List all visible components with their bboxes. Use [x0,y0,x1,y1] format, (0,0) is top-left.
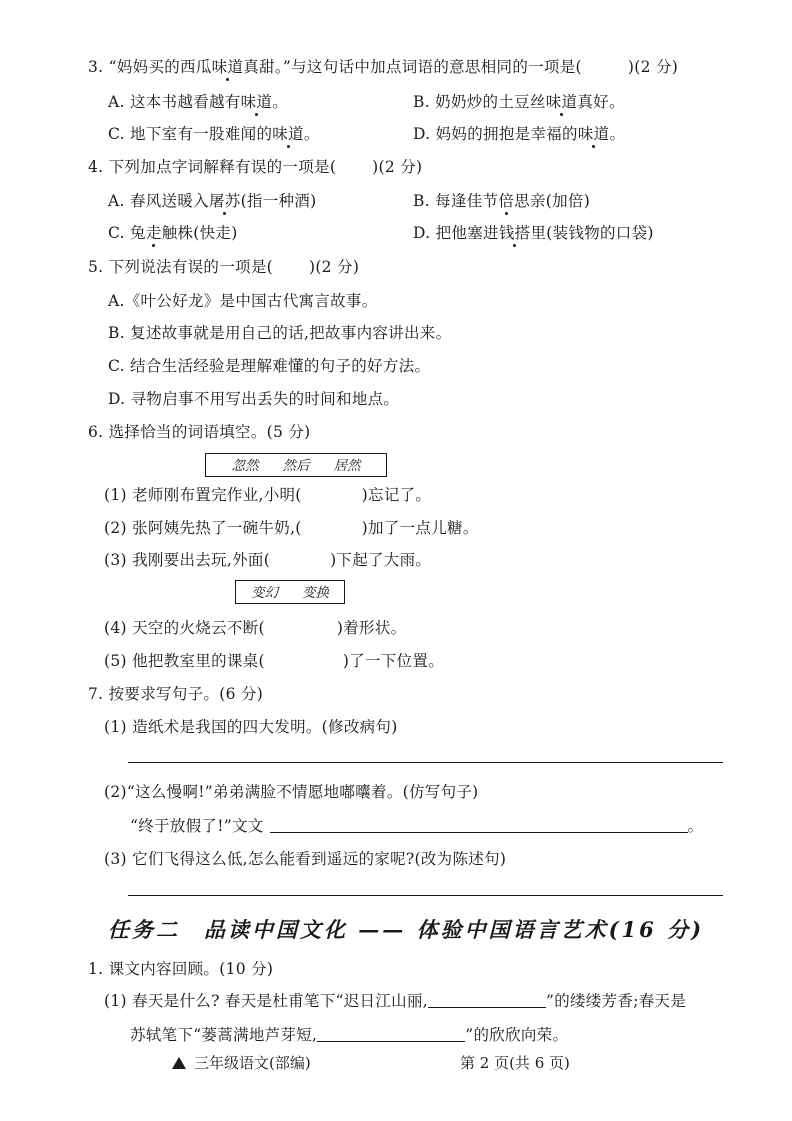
s2q1-line-1 [104,990,686,1012]
section-title: 任务二 品读中国文化 —— 体验中国语言艺术(16 分) [108,917,705,942]
s2q1-l1-text: (1) 春天是什么? 春天是杜甫笔下“迟日江山丽, [104,992,428,1010]
word-option: 居然 [333,458,361,474]
q4-b-text: B. 每逢佳节 [413,192,499,210]
q5-stem-text: 5. 下列说法有误的一项是( [88,258,273,276]
q7-fill-prefix: “终于放假了!”文文 [130,817,264,835]
q3-a-text: A. 这本书越看越有 [108,93,241,111]
q6-sentence-3 [104,549,431,571]
q3-option-b[interactable] [413,91,625,113]
q7-answer-line-3[interactable] [128,895,723,896]
q3-option-c[interactable] [108,123,320,145]
q4-a-dot: 屠苏 [208,192,241,210]
q5-option-c[interactable]: C. 结合生活经验是理解难懂的句子的好方法。 [108,357,431,375]
q6-stem: 6. 选择恰当的词语填空。(5 分) [88,423,311,441]
q4-a-text: A. 春风送暖入 [108,192,209,210]
q3-option-d[interactable] [413,123,625,145]
footer-left [172,1052,311,1073]
q3-b-text: B. 奶奶炒的土豆丝 [413,93,546,111]
word-option: 变幻 [251,585,278,601]
q4-score: )(2 分) [372,158,423,176]
q3-d-end: 。 [609,125,626,143]
q3-stem-text: 3. “妈妈买的西瓜 [88,58,212,76]
q6-s3-text: (3) 我刚要出去玩,外面( [104,551,271,569]
s2q1-l1-end: ”的缕缕芳香;春天是 [545,992,687,1010]
word-option: 忽然 [231,458,259,474]
q4-b-end: 思亲(加倍) [514,192,591,210]
q6-word-box-2 [235,580,345,604]
s2q1-blank-2[interactable] [317,1041,465,1042]
q4-stem-text: 4. 下列加点字词解释有误的一项是( [88,158,337,176]
q6-s4-text: (4) 天空的火烧云不断( [104,619,265,637]
q7-item-2-fill [130,815,703,837]
q4-d-text: D. 把他塞进 [413,224,499,242]
q4-option-b[interactable] [413,190,590,212]
q4-a-end: (指一种酒) [240,192,317,210]
q4-c-text: C. 兔 [108,224,146,242]
q6-word-box-1 [205,453,387,477]
q7-fill-end: 。 [687,817,704,835]
q6-s4-end: )着形状。 [336,619,407,637]
q5-stem [88,256,359,278]
q6-s5-end: )了一下位置。 [342,652,444,670]
q4-option-c[interactable] [108,222,238,244]
q6-s1-text: (1) 老师刚布置完作业,小明( [104,486,302,504]
q4-option-d[interactable] [413,222,654,244]
q3-c-text: C. 地下室有一股难闻的 [108,125,273,143]
q6-s2-end: )加了一点儿糖。 [361,519,479,537]
q6-sentence-5 [104,650,444,672]
q3-b-dot: 味道 [545,93,578,111]
s2q1-l2-text: 苏轼笔下“蒌蒿满地芦芽短, [130,1026,318,1044]
q3-c-dot: 味道 [272,125,304,143]
q3-a-dot: 味道 [240,93,273,111]
q4-option-a[interactable] [108,190,316,212]
s2q1-blank-1[interactable] [428,1007,546,1008]
s2q1-stem: 1. 课文内容回顾。(10 分) [88,960,274,978]
s2q1-line-2 [130,1024,568,1046]
q6-sentence-1 [104,484,431,506]
q6-sentence-2 [104,517,479,539]
q3-dotted-word: 味道 [211,58,244,76]
q4-d-dot: 钱搭 [498,224,531,242]
footer-subject: 三年级语文(部编) [194,1054,311,1072]
q6-s3-end: )下起了大雨。 [330,551,432,569]
s2q1-l2-end: ”的欣欣向荣。 [465,1026,569,1044]
q3-d-dot: 味道 [577,125,610,143]
q7-item-2: (2)“这么慢啊!”弟弟满脸不情愿地嘟囔着。(仿写句子) [104,783,479,801]
q4-d-end: 里(装钱物的口袋) [530,224,654,242]
q7-answer-line-1[interactable] [128,762,723,763]
q4-stem [88,156,422,178]
q4-b-dot: 倍 [498,192,515,210]
q7-item-1: (1) 造纸术是我国的四大发明。(修改病句) [104,718,398,736]
q3-stem-text-2: 真甜。”与这句话中加点词语的意思相同的一项是( [243,58,582,76]
q6-sentence-4 [104,617,406,639]
q7-item-3: (3) 它们飞得这么低,怎么能看到遥远的家呢?(改为陈述句) [104,850,507,868]
footer-page-number: 第 2 页(共 6 页) [460,1054,570,1072]
q3-c-end: 。 [303,125,320,143]
q3-stem [88,56,678,78]
q3-b-end: 真好。 [577,93,625,111]
q3-a-end: 。 [272,93,288,111]
q5-option-a[interactable]: A.《叶公好龙》是中国古代寓言故事。 [108,292,378,310]
q4-c-end: 触株(快走) [161,224,238,242]
q4-c-dot: 走 [145,224,162,242]
q3-option-a[interactable] [108,91,288,113]
q5-score: )(2 分) [308,258,360,276]
q5-option-d[interactable]: D. 寻物启事不用写出丢失的时间和地点。 [108,390,400,408]
q6-s2-text: (2) 张阿姨先热了一碗牛奶,( [104,519,302,537]
word-option: 变换 [302,585,329,601]
triangle-icon [172,1057,186,1069]
q6-s5-text: (5) 他把教室里的课桌( [104,652,265,670]
q6-s1-end: )忘记了。 [361,486,432,504]
q3-d-text: D. 妈妈的拥抱是幸福的 [413,125,578,143]
q7-answer-line-2[interactable] [270,832,688,833]
q3-score: )(2 分) [627,58,679,76]
q7-stem: 7. 按要求写句子。(6 分) [88,685,264,703]
word-option: 然后 [282,458,310,474]
q5-option-b[interactable]: B. 复述故事就是用自己的话,把故事内容讲出来。 [108,324,452,342]
